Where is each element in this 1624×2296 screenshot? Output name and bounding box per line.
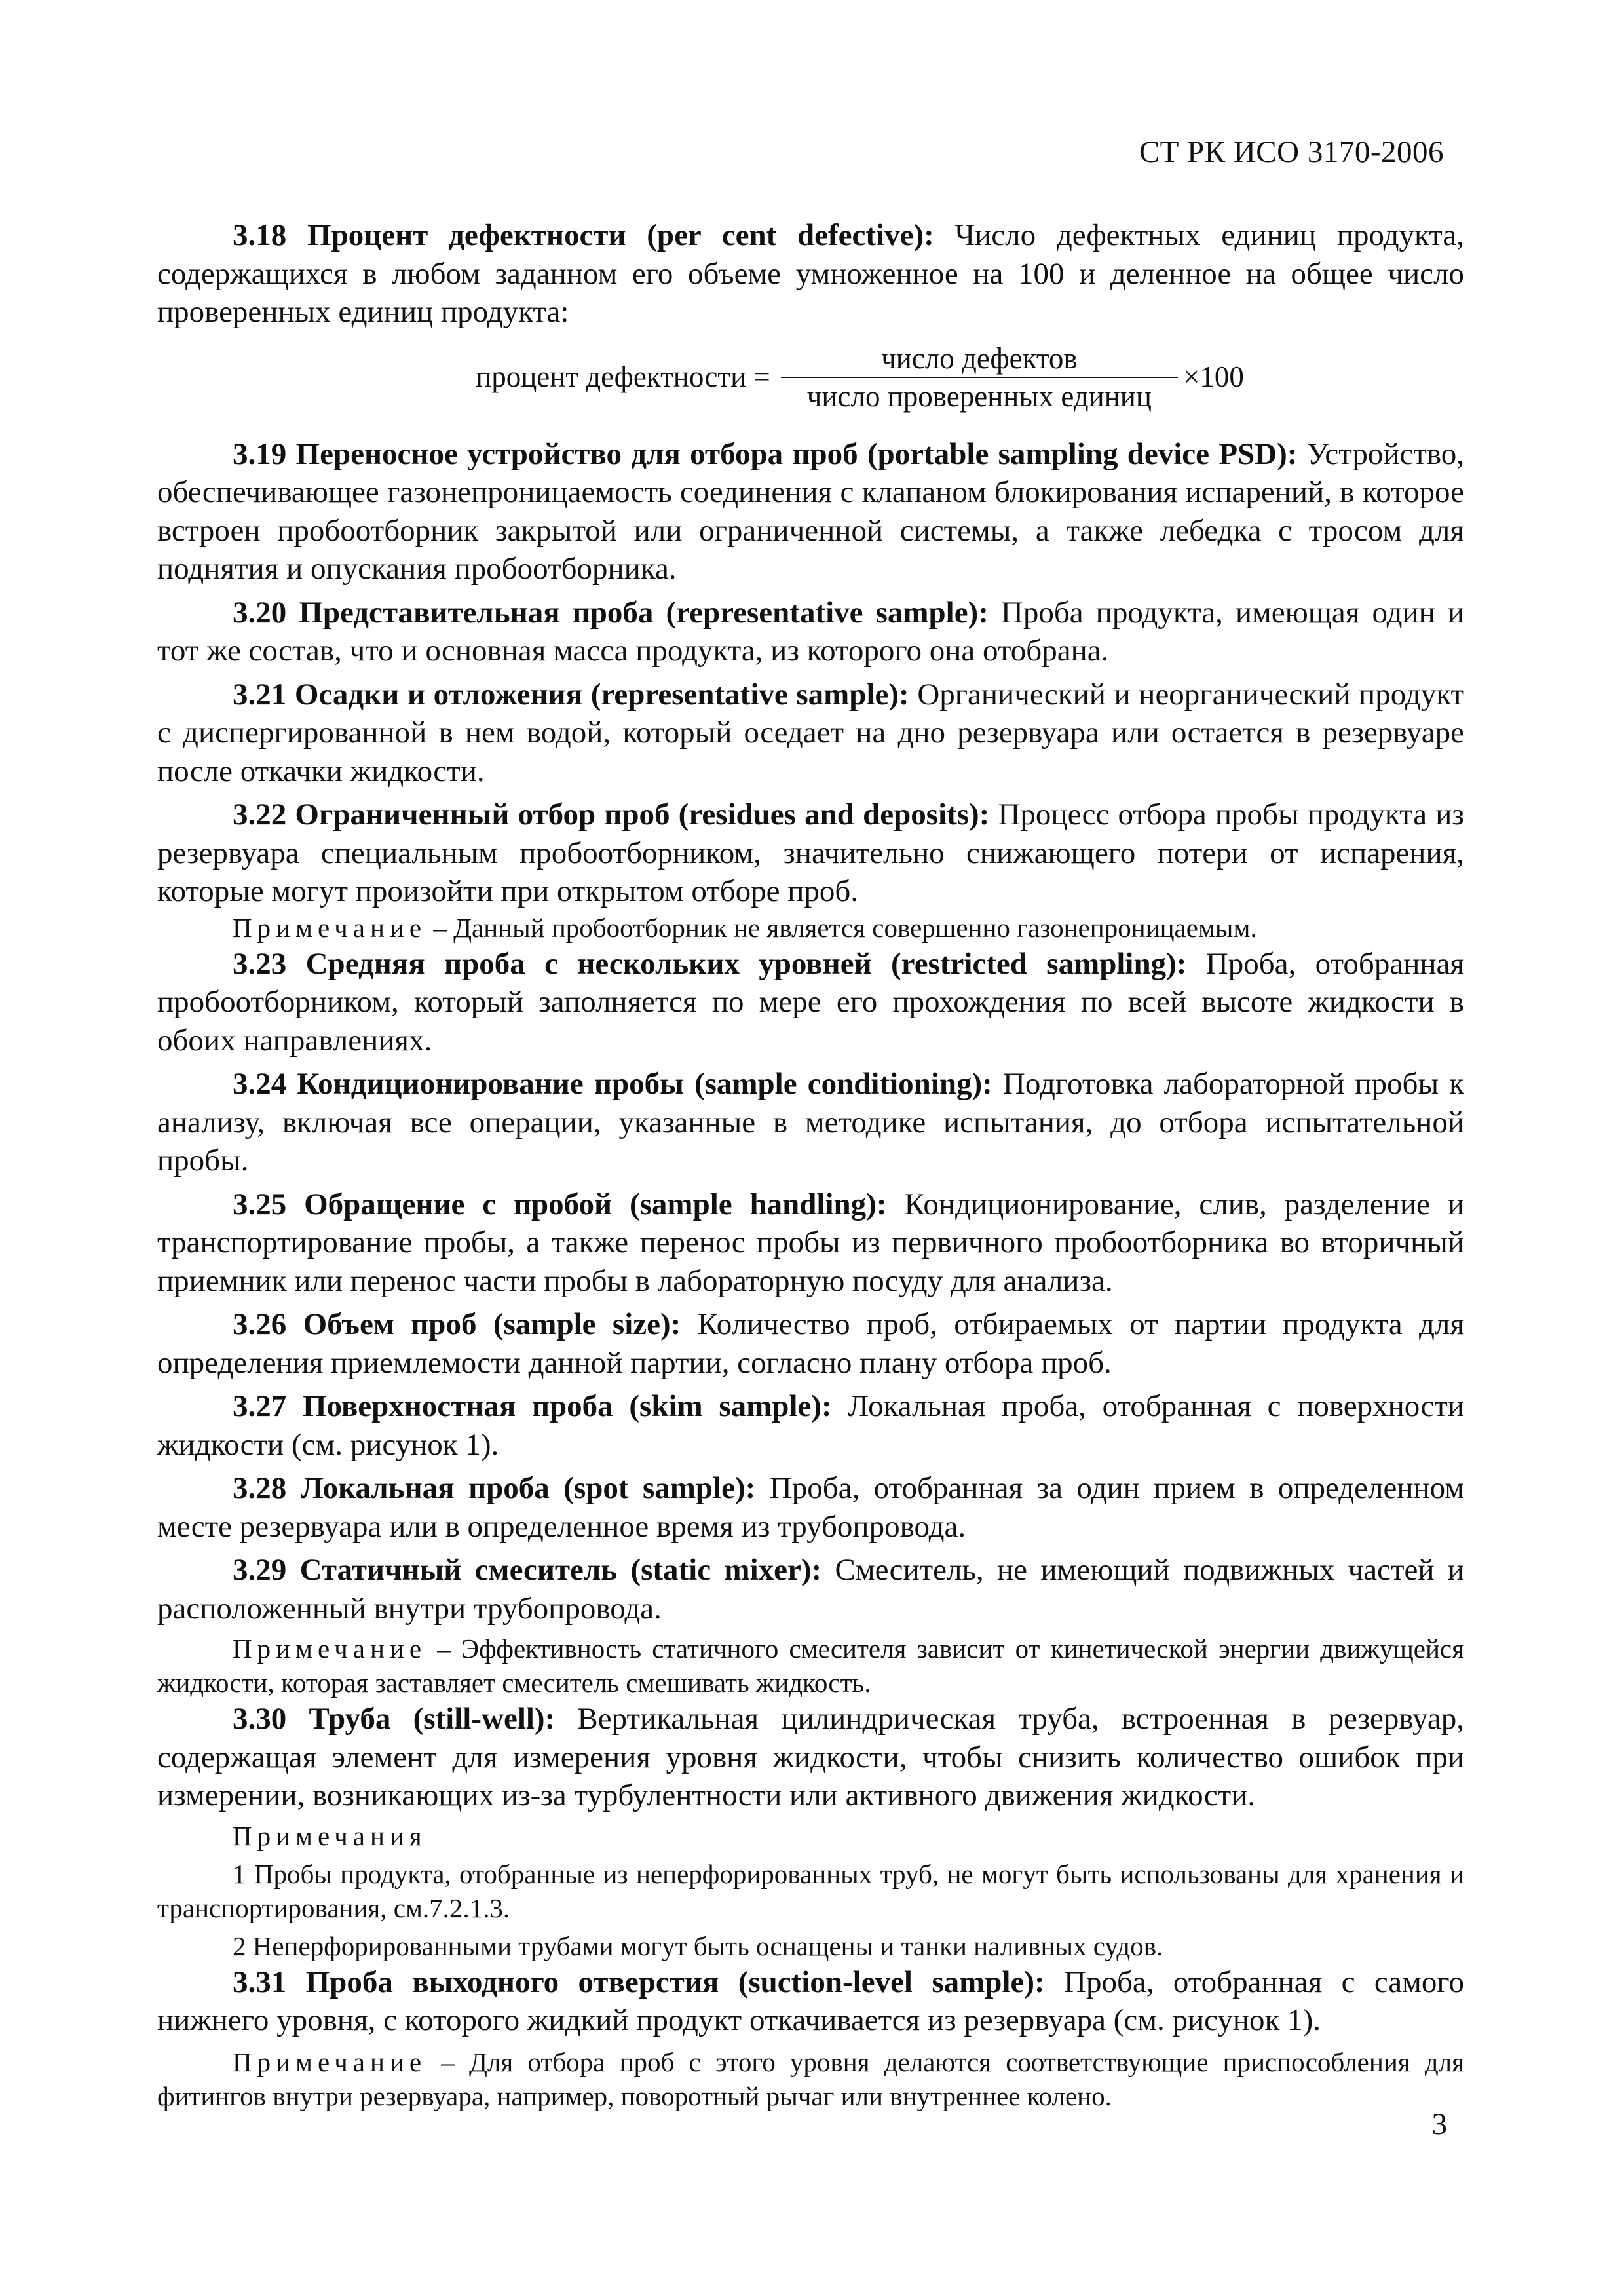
term-3-20: [157, 594, 1464, 670]
term-title: 3.25 Обращение с пробой (sample handling):: [233, 1187, 887, 1221]
term-definition: Устройство, обеспечивающее газонепроницаемость соединения с клапаном блокирования испарений, в которое встроен пробоотборник закрытой или ограниченной системы, а также лебедка с тросом для поднятия и опускания пробоотборника.: [157, 436, 1465, 586]
term-3-27: [157, 1387, 1464, 1464]
note-3-29: [157, 1632, 1464, 1700]
term-title: 3.30 Труба (still-well):: [233, 1702, 556, 1736]
term-title: 3.18 Процент дефектности (per cent defective):: [233, 218, 934, 252]
term-definition: Проба, отобранная пробоотборником, который заполняется по мере его прохождения по всей высоте жидкости в обоих направлениях.: [157, 946, 1464, 1058]
term-title: 3.20 Представительная проба (representative sample):: [233, 595, 989, 630]
note-3-30-item-2: 2 Неперфорированными трубами могут быть оснащены и танки наливных судов.: [233, 1930, 1163, 1961]
note-3-31: [157, 2045, 1464, 2113]
term-title: 3.29 Статичный смеситель (static mixer):: [233, 1553, 822, 1587]
page-content: [157, 216, 1464, 2113]
note-label: Примечание: [233, 2046, 427, 2077]
note-text: – Эффективность статичного смесителя зависит от кинетической энергии движущейся жидкости, которая заставляет смеситель смешивать жидкость.: [157, 1634, 1464, 1698]
note-text: – Для отбора проб с этого уровня делаются соответствующие приспособления для фитингов внутри резервуара, например, поворотный рычаг или внутреннее колено.: [157, 2046, 1464, 2111]
term-3-23: [157, 945, 1464, 1060]
note-label: Примечание: [233, 1634, 427, 1664]
term-title: 3.28 Локальная проба (spot sample):: [233, 1471, 756, 1505]
term-definition: Проба, отобранная за один прием в определенном месте резервуара или в определенное время из трубопровода.: [157, 1471, 1464, 1544]
term-definition: Органический и неорганический продукт с диспергированной в нем водой, который оседает на дно резервуара или остается в резервуаре после откачки жидкости.: [157, 677, 1465, 788]
term-3-30: [157, 1700, 1464, 1815]
note-3-22: [157, 911, 1464, 945]
term-definition: Подготовка лабораторной пробы к анализу, включая все операции, указанные в методике испытания, до отбора испытательной пробы.: [157, 1067, 1464, 1177]
term-title: 3.19 Переносное устройство для отбора проб (portable sampling device PSD):: [233, 436, 1298, 471]
formula-lhs: процент дефектности =: [476, 360, 770, 394]
term-3-29: [157, 1551, 1464, 1628]
term-3-31: [157, 1963, 1464, 2040]
term-definition: Смеситель, не имеющий подвижных частей и расположенный внутри трубопровода.: [157, 1553, 1464, 1626]
term-3-22: [157, 795, 1464, 911]
formula-multiplier: ×100: [1182, 360, 1244, 394]
term-title: 3.23 Средняя проба с нескольких уровней (restricted sampling):: [233, 946, 1187, 981]
term-title: 3.26 Объем проб (sample size):: [233, 1307, 681, 1341]
term-title: 3.21 Осадки и отложения (representative sample):: [233, 677, 909, 712]
term-3-26: [157, 1305, 1464, 1382]
note-label: Примечание: [233, 912, 427, 943]
formula-fraction: [781, 340, 1178, 415]
term-title: 3.24 Кондиционирование пробы (sample conditioning):: [233, 1067, 992, 1101]
term-definition: Процесс отбора пробы продукта из резервуара специальным пробоотборником, значительно снижающего потери от испарения, которые могут произойти при открытом отборе проб.: [157, 797, 1464, 908]
term-definition: Число дефектных единиц продукта, содержащихся в любом заданном его объеме умноженное на 100 и деленное на общее число проверенных единиц продукта:: [157, 218, 1465, 329]
term-definition: Вертикальная цилиндрическая труба, встроенная в резервуар, содержащая элемент для измерения уровня жидкости, чтобы снизить количество ошибок при измерении, возникающих из-за турбулентности или активного движения жидкости.: [157, 1702, 1464, 1812]
note-text: – Данный пробоотборник не является совершенно газонепроницаемым.: [426, 912, 1257, 943]
term-3-18: [157, 216, 1464, 332]
term-title: 3.31 Проба выходного отверстия (suction-level sample):: [233, 1964, 1045, 1999]
notes-label: Примечания: [233, 1820, 427, 1851]
term-definition: Количество проб, отбираемых от партии продукта для определения приемлемости данной партии, согласно плану отбора проб.: [157, 1307, 1464, 1380]
formula-numerator: число дефектов: [881, 341, 1078, 375]
notes-3-30-heading: [157, 1819, 1464, 1853]
term-title: 3.27 Поверхностная проба (skim sample):: [233, 1389, 832, 1423]
term-title: 3.22 Ограниченный отбор проб (residues and deposits):: [233, 797, 990, 832]
term-definition: Проба, отобранная с самого нижнего уровня, с которого жидкий продукт откачивается из резервуара (см. рисунок 1).: [157, 1964, 1464, 2037]
term-3-28: [157, 1469, 1464, 1546]
page-number: 3: [1431, 2107, 1447, 2141]
term-3-24: [157, 1065, 1464, 1180]
term-definition: Кондиционирование, слив, разделение и транспортирование пробы, а также перенос пробы из первичного пробоотборника во вторичный приемник или перенос части пробы в лабораторную посуду для анализа.: [157, 1187, 1464, 1298]
term-3-25: [157, 1185, 1464, 1301]
defect-percentage-formula: [255, 332, 1464, 423]
term-definition: Проба продукта, имеющая один и тот же состав, что и основная масса продукта, из которого она отобрана.: [157, 595, 1465, 668]
term-definition: Локальная проба, отобранная с поверхности жидкости (см. рисунок 1).: [157, 1389, 1464, 1462]
formula-denominator: число проверенных единиц: [806, 379, 1152, 413]
document-header: СТ РК ИСО 3170-2006: [1139, 135, 1444, 169]
term-3-21: [157, 676, 1464, 791]
note-3-30-item-1: 1 Пробы продукта, отобранные из неперфорированных труб, не могут быть использованы для хранения и транспортирования, см.7.2.1.3.: [157, 1858, 1464, 1923]
term-3-19: [157, 435, 1464, 588]
